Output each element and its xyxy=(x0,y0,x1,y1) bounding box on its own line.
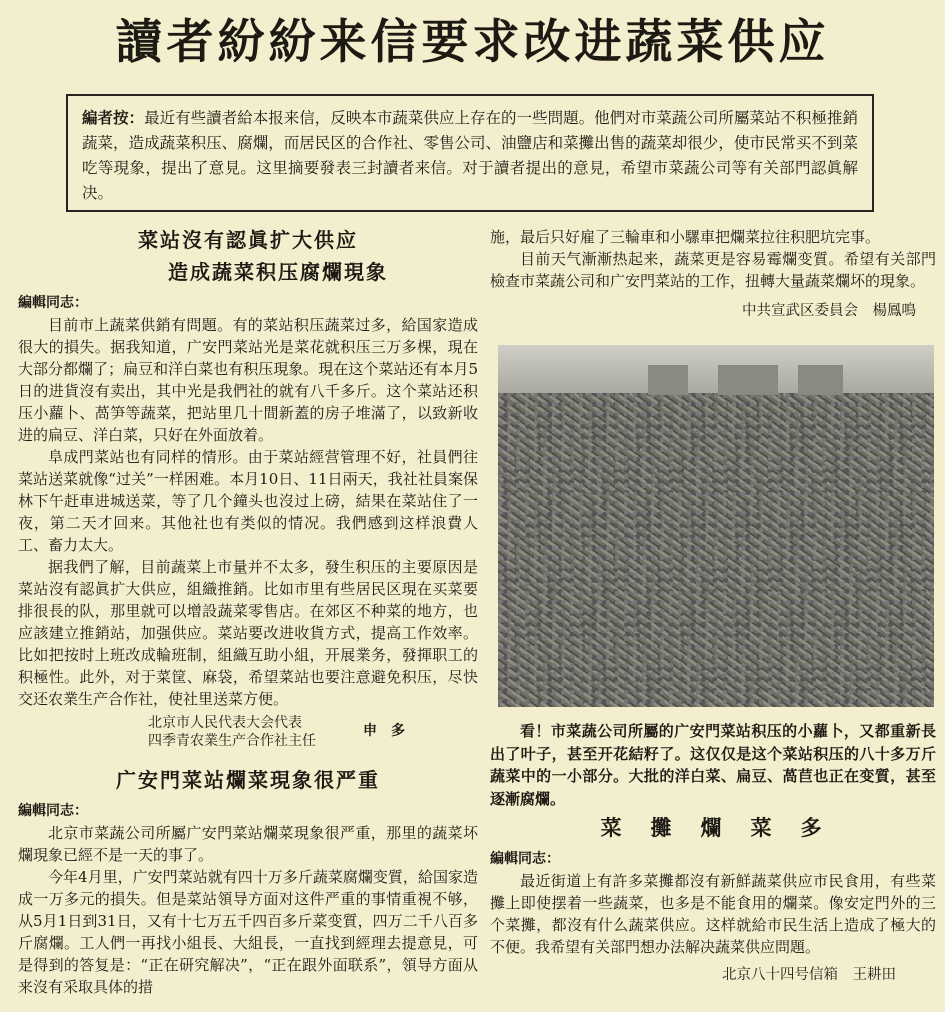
letter2-para2: 今年4月里，广安門菜站就有四十万多斤蔬菜腐爛变質，給国家造成一万多元的損失。但是菜站領导方面对这件严重的事情重視不够，从5月1日到31日，又有十七万五千四百多斤菜变質，四万二千八百多斤腐爛。工人們一再找小組長、大組長，一直找到經理去提意見，可是得到的答复是：“正在研究解决”，“正在跟外面联系”，領导方面从来沒有采取具体的措 xyxy=(18,868,478,996)
letter3 xyxy=(490,812,936,984)
editor-note-box xyxy=(66,94,874,212)
letter2-para2-cont: 施，最后只好雇了三輪車和小騾車把爛菜拉往积肥坑完事。 xyxy=(490,228,881,246)
letter3-salutation: 編輯同志： xyxy=(490,851,560,867)
letter2-signature: 中共宣武区委員会 楊鳳鳴 xyxy=(742,303,916,319)
letter2-continuation xyxy=(490,226,936,320)
photo-caption: 看！市菜蔬公司所屬的广安門菜站积压的小蘿卜，又都重新長出了叶子，甚至开花結籽了。这仅仅是这个菜站积压的八十多万斤蔬菜中的一小部分。大批的洋白菜、扁豆、萵苣也正在变質，甚至逐漸腐爛。 xyxy=(490,722,936,808)
letter1-para2: 阜成門菜站也有同样的情形。由于菜站經营管理不好，社員們往菜站送菜就像“过关”一样困难。本月10日、11日兩天，我社社員案保林下午赶車进城送菜，等了几个鐘头也沒过上磅，結果在菜站住了一夜，第二天才回来。其他社也有类似的情况。我們感到这样浪費人工、畜力太大。 xyxy=(18,448,478,554)
letter2-title: 广安門菜站爛菜現象很严重 xyxy=(116,768,380,792)
photo-building xyxy=(718,365,778,395)
letter1-title-line2: 造成蔬菜积压腐爛現象 xyxy=(168,260,388,284)
letter1 xyxy=(18,224,478,750)
photo-building xyxy=(648,365,688,395)
letter2-para3: 目前天气漸漸热起来，蔬菜更是容易霉爛变質。希望有关部門檢查市菜蔬公司和广安門菜站的工作，扭轉大量蔬菜爛坏的現象。 xyxy=(490,250,936,290)
photo-sky xyxy=(498,345,934,393)
letter3-signature: 北京八十四号信箱 王耕田 xyxy=(722,967,896,983)
letter3-title: 菜 攤 爛 菜 多 xyxy=(600,816,826,840)
letter1-sig-org1: 北京市人民代表大会代表 xyxy=(148,715,302,731)
letter3-para1: 最近街道上有許多菜攤都沒有新鮮蔬菜供应市民食用，有些菜攤上即使摆着一些蔬菜，也多是不能食用的爛菜。像安定門外的三个菜攤，都沒有什么蔬菜供应。这样就給市民生活上造成了極大的不便。我希望有关部門想办法解决蔬菜供应問題。 xyxy=(490,872,936,956)
letter1-title-line1: 菜站沒有認眞扩大供应 xyxy=(138,228,358,252)
vegetable-photo xyxy=(498,345,934,707)
letter1-sig-name: 申 多 xyxy=(363,723,405,739)
editor-note-lead: 編者按： xyxy=(82,109,145,127)
letter2-salutation: 編輯同志： xyxy=(18,803,88,819)
letter1-para1: 目前市上蔬菜供銷有問題。有的菜站积压蔬菜过多，給国家造成很大的損失。据我知道，广安門菜站光是菜花就积压三万多棵，現在大部分都爛了；扁豆和洋白菜也有积压現象。現在这个菜站还有本月5日的进貨沒有卖出，其中光是我們社的就有八千多斤。这个菜站还积压小蘿卜、萵笋等蔬菜，把站里几十間新蓋的房子堆滿了，以致新收进的扁豆、洋白菜，只好在外面放着。 xyxy=(18,316,478,444)
letter1-sig-org2: 四季青农業生产合作社主任 xyxy=(148,733,316,749)
photo-building xyxy=(798,365,843,395)
letter2-para1: 北京市菜蔬公司所屬广安門菜站爛菜現象很严重，那里的蔬菜坏爛現象已經不是一天的事了。 xyxy=(18,824,478,864)
letter1-para3: 据我們了解，目前蔬菜上市量并不太多，發生积压的主要原因是菜站沒有認眞扩大供应，組織推銷。比如市里有些居民区現在买菜要排很長的队，那里就可以增設蔬菜零售店。在郊区不种菜的地方，也应該建立推銷站，加强供应。菜站要改进收貨方式，提高工作效率。比如把按时上班改成輪班制，組織互助小組，开展業务，發揮职工的积極性。此外，对于菜筐、麻袋，希望菜站也要注意避免积压，尽快交还农業生产合作社，使社里送菜方便。 xyxy=(18,558,478,708)
letter1-signature xyxy=(18,712,478,750)
page-headline: 讀者紛紛来信要求改进蔬菜供应 xyxy=(115,15,830,70)
letter1-salutation: 編輯同志： xyxy=(18,295,88,311)
letter2 xyxy=(18,764,478,998)
editor-note-text: 最近有些讀者給本报来信，反映本市蔬菜供应上存在的一些問題。他們对市菜蔬公司所屬菜站不积極推銷蔬菜，造成蔬菜积压、腐爛，而居民区的合作社、零售公司、油鹽店和菜攤出售的蔬菜却很少，使市民常买不到菜吃等現象，提出了意見。这里摘要發表三封讀者来信。对于讀者提出的意見，希望市菜蔬公司等有关部門認眞解决。 xyxy=(82,109,858,202)
